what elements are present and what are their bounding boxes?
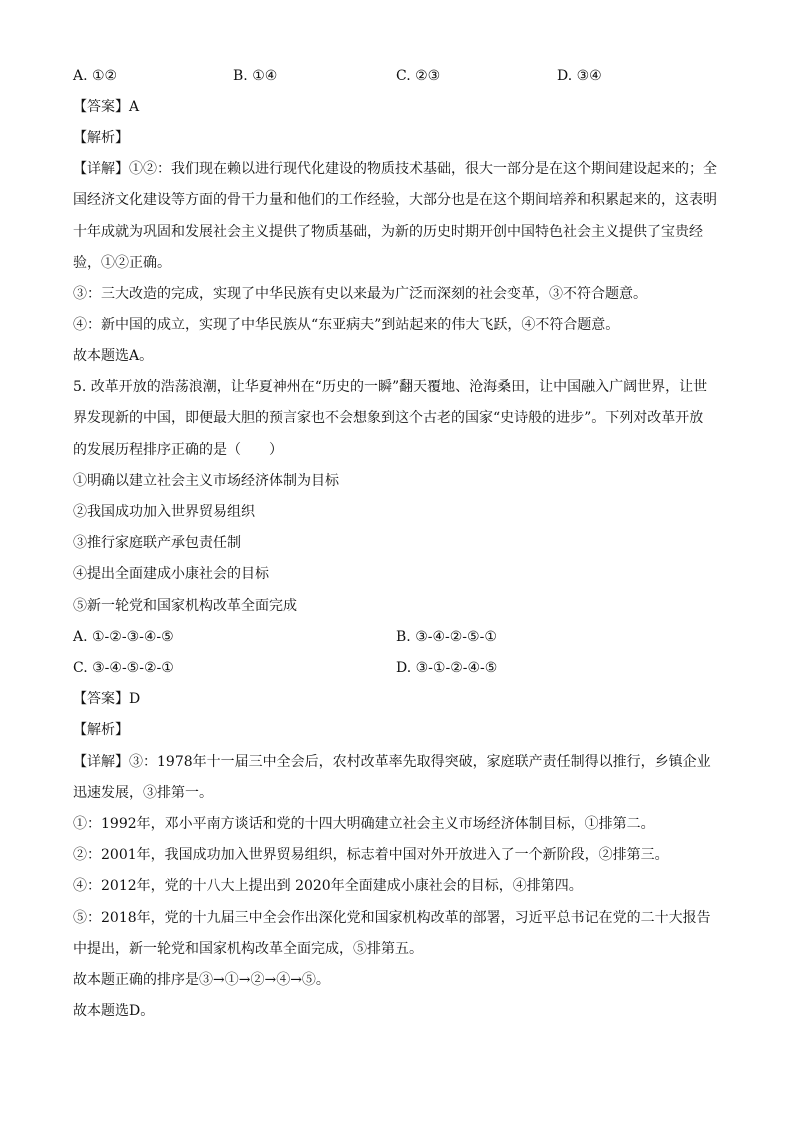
q5-detail-line: 中提出，新一轮党和国家机构改革全面完成，⑤排第五。	[73, 941, 423, 957]
q4-detail-line: 【详解】①②：我们现在赖以进行现代化建设的物质技术基础，很大一部分是在这个期间建设起来的；全	[73, 161, 717, 177]
q5-option-c: C. ③-④-⑤-②-①	[73, 660, 174, 676]
q4-detail-line: ④：新中国的成立，实现了中华民族从“东亚病夫”到站起来的伟大飞跃，④不符合题意。	[73, 317, 620, 333]
q5-answer: 【答案】D	[73, 691, 141, 707]
q5-order-summary: 故本题正确的排序是③→①→②→④→⑤。	[73, 972, 330, 988]
q4-option-a: A. ①②	[73, 68, 118, 84]
q4-option-c: C. ②③	[396, 68, 441, 84]
q5-option-a: A. ①-②-③-④-⑤	[73, 629, 174, 645]
q4-answer: 【答案】A	[73, 99, 140, 115]
q4-detail-line: 国经济文化建设等方面的骨干力量和他们的工作经验，大部分也是在这个期间培养和积累起来的，这表明	[73, 192, 717, 208]
q5-stem-line: 界发现新的中国，即便最大胆的预言家也不会想象到这个古老的国家“史诗般的进步”。下列对改革开放	[73, 410, 704, 426]
q4-conclusion: 故本题选A。	[73, 348, 154, 364]
q5-detail-line: 【详解】③：1978年十一届三中全会后，农村改革率先取得突破，家庭联产责任制得以推行，乡镇企业	[73, 754, 711, 770]
q5-item-3: ③推行家庭联产承包责任制	[73, 535, 241, 551]
q5-stem-line: 的发展历程排序正确的是（ ）	[73, 442, 283, 458]
q4-analysis-heading: 【解析】	[73, 130, 129, 146]
q4-detail-line: 十年成就为巩固和发展社会主义提供了物质基础，为新的历史时期开创中国特色社会主义提供了宝贵经	[73, 224, 703, 240]
q5-stem-line: 5. 改革开放的浩荡浪潮，让华夏神州在“历史的一瞬”翻天覆地、沧海桑田，让中国融入广阔世界，让世	[73, 379, 708, 395]
q5-detail-line: ④：2012年，党的十八大上提出到 2020年全面建成小康社会的目标，④排第四。	[73, 878, 583, 894]
q4-detail-line: 验，①②正确。	[73, 255, 171, 271]
q4-option-b: B. ①④	[233, 68, 278, 84]
q5-detail-line: 迅速发展，③排第一。	[73, 785, 213, 801]
q5-option-b: B. ③-④-②-⑤-①	[396, 629, 497, 645]
q5-conclusion: 故本题选D。	[73, 1003, 155, 1019]
q5-detail-line: ①：1992年，邓小平南方谈话和党的十四大明确建立社会主义市场经济体制目标，①排第二。	[73, 816, 655, 832]
q5-item-4: ④提出全面建成小康社会的目标	[73, 566, 269, 582]
q5-analysis-heading: 【解析】	[73, 722, 129, 738]
q5-option-d: D. ③-①-②-④-⑤	[396, 660, 498, 676]
q5-detail-line: ②：2001年，我国成功加入世界贸易组织，标志着中国对外开放进入了一个新阶段，②排第三。	[73, 847, 669, 863]
q4-option-d: D. ③④	[557, 68, 602, 84]
q5-item-5: ⑤新一轮党和国家机构改革全面完成	[73, 598, 297, 614]
q5-detail-line: ⑤：2018年，党的十九届三中全会作出深化党和国家机构改革的部署，习近平总书记在党的二十大报告	[73, 910, 711, 926]
q5-item-2: ②我国成功加入世界贸易组织	[73, 504, 255, 520]
q4-detail-line: ③：三大改造的完成，实现了中华民族有史以来最为广泛而深刻的社会变革，③不符合题意。	[73, 286, 647, 302]
q5-item-1: ①明确以建立社会主义市场经济体制为目标	[73, 473, 339, 489]
